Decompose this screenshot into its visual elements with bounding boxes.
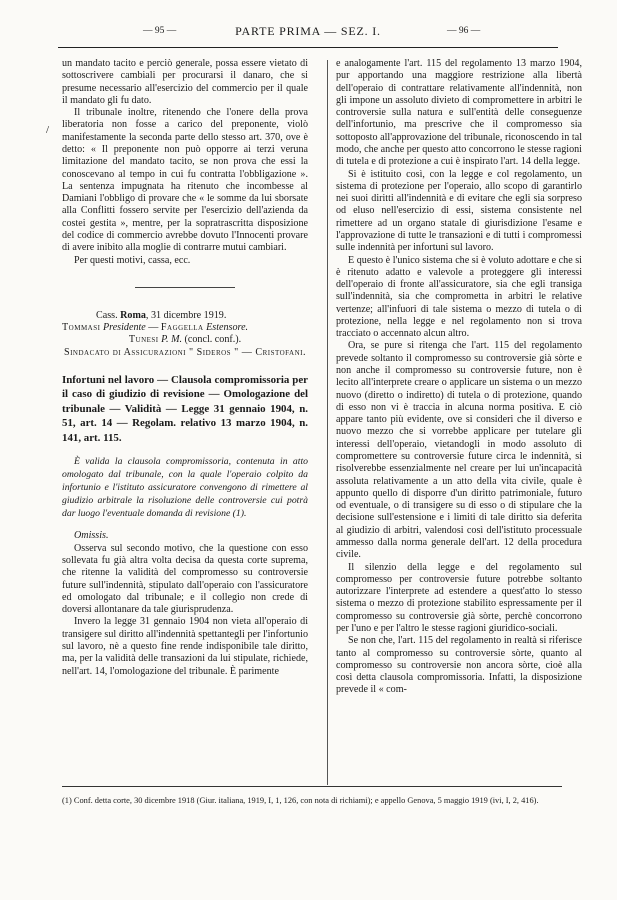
running-header [58, 10, 558, 46]
omissis-label: Omissis. [74, 530, 109, 542]
right-paragraph-4: Ora, se pure si ritenga che l'art. 115 del regolamento prevede soltanto il compromesso su controversie già sòrte e non anche il compromesso su controversie future, non è lecito all'interprete creare o applicare un sistema o un mezzo nuovo (diretto o indiretto) di tutela o di protezione, quando di esso non vi è traccia in alcuna norma positiva. E ciò appare tanto più evidente, ove si consideri che il diverso e nuovo mezzo che si vorrebbe applicare per tutelare gli interessi dell'operaio, vietandogli in modo assoluto di compromettere su controversie future circa le indennità, si risolverebbe essenzialmente nel creare per lui un'incapacità assoluta relativamente a un atto della vita civile, quale è appunto quello di disporre d'un diritto patrimoniale, futuro od eventuale, o di transigere su di esso o di stipulare che la decisione sull'estensione e i limiti di tale diritto sia deferita al giudizio di arbitri, valendosi così dell'istituto processuale ammesso dalla norma generale dell'art. 12 della procedura civile. [336, 340, 582, 561]
left-paragraph-4: Osserva sul secondo motivo, che la questione con esso sollevata fu già altra volta decisa da questa corte suprema, che ritenne la validità del compromesso su controversie future sull'indennità, stipulato dall'operaio con l'assicuratore ed omologato dal tribunale; e il collegio non crede di doversi allontanare da tale giurisprudenza. [62, 542, 308, 616]
right-paragraph-5: Il silenzio della legge e del regolamento sul compromesso per controversie future potrebbe soltanto autorizzare l'interprete ad estendere a quest'atto lo stesso sistema o mezzo di protezione stabilito espressamente per il compromesso su controversie già sòrte, perchè concorrono per l'uno e per l'altro le stesse ragioni giuridico-sociali. [336, 561, 582, 634]
column-rule [327, 60, 328, 785]
left-paragraph-1: un mandato tacito e perciò generale, possa essere vietato di sottoscrivere cambiali per procurarsi il danaro, che si presume necessario all'esercizio del commercio per il quale il mandato gli fu dato. [62, 58, 308, 106]
case-pm [62, 334, 308, 346]
separator: — [145, 322, 161, 334]
court: Cass. [96, 309, 118, 321]
section-divider [135, 287, 235, 288]
left-paragraph-2: Il tribunale inoltre, ritenendo che l'onere della prova liberatoria non fosse a carico del preponente, violò manifestamente la seconda parte dello stesso art. 370, ove è detto: « Il preponente non può opporre ai terzi veruna limitazione del mandato tacito, se non prova che essi la conoscevano al tempo in cui fu contratta l'obbligazione ». La sentenza impugnata ha ritenuto che incombesse al Damiani l'obbligo di provare che « le somme da lui sborsate alla Conflitti fossero servite per l'esercizio dell'azienda da costei gestita », mentre, per la sopratrascritta disposizione del codice di commercio avrebbe dovuto l'Innocenti provare di avere inibito alla moglie di contrarre mutui cambiari. [62, 107, 308, 254]
page-number-right: — 96 — [447, 26, 481, 36]
left-paragraph-5: Invero la legge 31 gennaio 1904 non vieta all'operaio di transigere sul diritto all'indennità spettantegli per l'infortunio sul lavoro, nè a questo fine rende indisponibile tale diritto, ma, per la validità delle transazioni da lui stipulate, richiede, nell'art. 14, l'omologazione del tribunale. È parimente [62, 616, 308, 677]
case-citation [62, 310, 308, 322]
margin-mark: / [46, 124, 50, 136]
court-city: Roma [120, 309, 146, 321]
right-paragraph-1: e analogamente l'art. 115 del regolamento 13 marzo 1904, pur apportando una maggiore restrizione alla libertà dell'operaio di contrattare relativamente all'indennità, non gli impone un assoluto divieto di compromettere in arbitri le controversie sulla natura e sull'entità delle conseguenze dell'infortunio, ma prescrive che il compromesso sia sottoposto all'approvazione del tribunale, riconoscendo in tal modo, che anche per questo atto concorrono le stesse ragioni di tutela e di protezione a cui è inspirato l'art. 14 della legge. [336, 58, 582, 168]
right-paragraph-2: Si è istituito così, con la legge e col regolamento, un sistema di protezione per l'operaio, allo scopo di garantirlo nei suoi diritti all'indennità e di evitare che egli sia sorpreso od eluso nell'esercizio di essi, sistema consistente nel rimettere ad un organo statale di giurisdizione l'esame e l'approvazione di tutte le transazioni e di tutti i compromessi sulle indennità per infortuni sul lavoro. [336, 168, 582, 254]
president-name: Tommasi [62, 322, 101, 334]
rapporteur-name: Faggella [160, 322, 204, 334]
case-judges [62, 322, 308, 334]
header-rule [58, 47, 558, 48]
pm-name: Tunesi [128, 334, 159, 346]
right-paragraph-6: Se non che, l'art. 115 del regolamento in realtà si riferisce tanto al compromesso su controversie sòrte, quanto al compromesso su controversie non ancora sòrte, cioè alla così detta clausola compromissoria. Infatti, la disposizione prevede il « com- [336, 635, 582, 696]
right-column [336, 58, 582, 697]
pm-role: P. M. [161, 334, 182, 346]
decision-date: , 31 dicembre 1919. [145, 309, 227, 321]
president-role: Presidente [102, 322, 146, 334]
left-paragraph-3: Per questi motivi, cassa, ecc. [74, 254, 191, 266]
left-column [62, 58, 308, 678]
case-parties: Sindacato di Assicurazioni " Sideros " — Cristofani. [63, 346, 307, 358]
case-headnote: È valida la clausola compromissoria, contenuta in atto omologato dal tribunale, con la quale l'operaio colpito da infortunio e l'istituto assicuratore convengono di rimettere al giudizio arbitrale la risoluzione delle controversie cui potrà dar luogo l'eventuale domanda di revisione (1). [62, 456, 308, 520]
rapporteur-role: Estensore. [206, 322, 249, 334]
pm-conclusion: (concl. conf.). [182, 334, 242, 346]
page-number-left: — 95 — [143, 26, 177, 36]
footnote: (1) Conf. detta corte, 30 dicembre 1918 (Giur. italiana, 1919, I, 1, 126, con nota di richiami); e appello Genova, 5 maggio 1919 (ivi, I, 2, 416). [62, 796, 539, 805]
right-paragraph-3: E questo è l'unico sistema che si è voluto adottare e che si è ritenuto adatto e valevole a proteggere gli interessi dell'operaio di fronte all'assicuratore, sia che egli transiga sull'indennità, sia che comprometta in arbitri le relative vertenze; all'infuori di tale sistema o mezzo di tutela o di protezione, nella legge e nel regolamento non si trova tracciato o accennato alcun altro. [336, 254, 582, 340]
case-title: Infortuni nel lavoro — Clausola compromissoria per il caso di giudizio di revisione — Omologazione del tribunale — Validità — Legge 31 gennaio 1904, n. 51, art. 14 — Regolam. relativo 13 marzo 1904, n. 141, art. 115. [62, 373, 308, 444]
footnote-rule [62, 786, 562, 787]
running-head-title: PARTE PRIMA — SEZ. I. [235, 24, 381, 38]
